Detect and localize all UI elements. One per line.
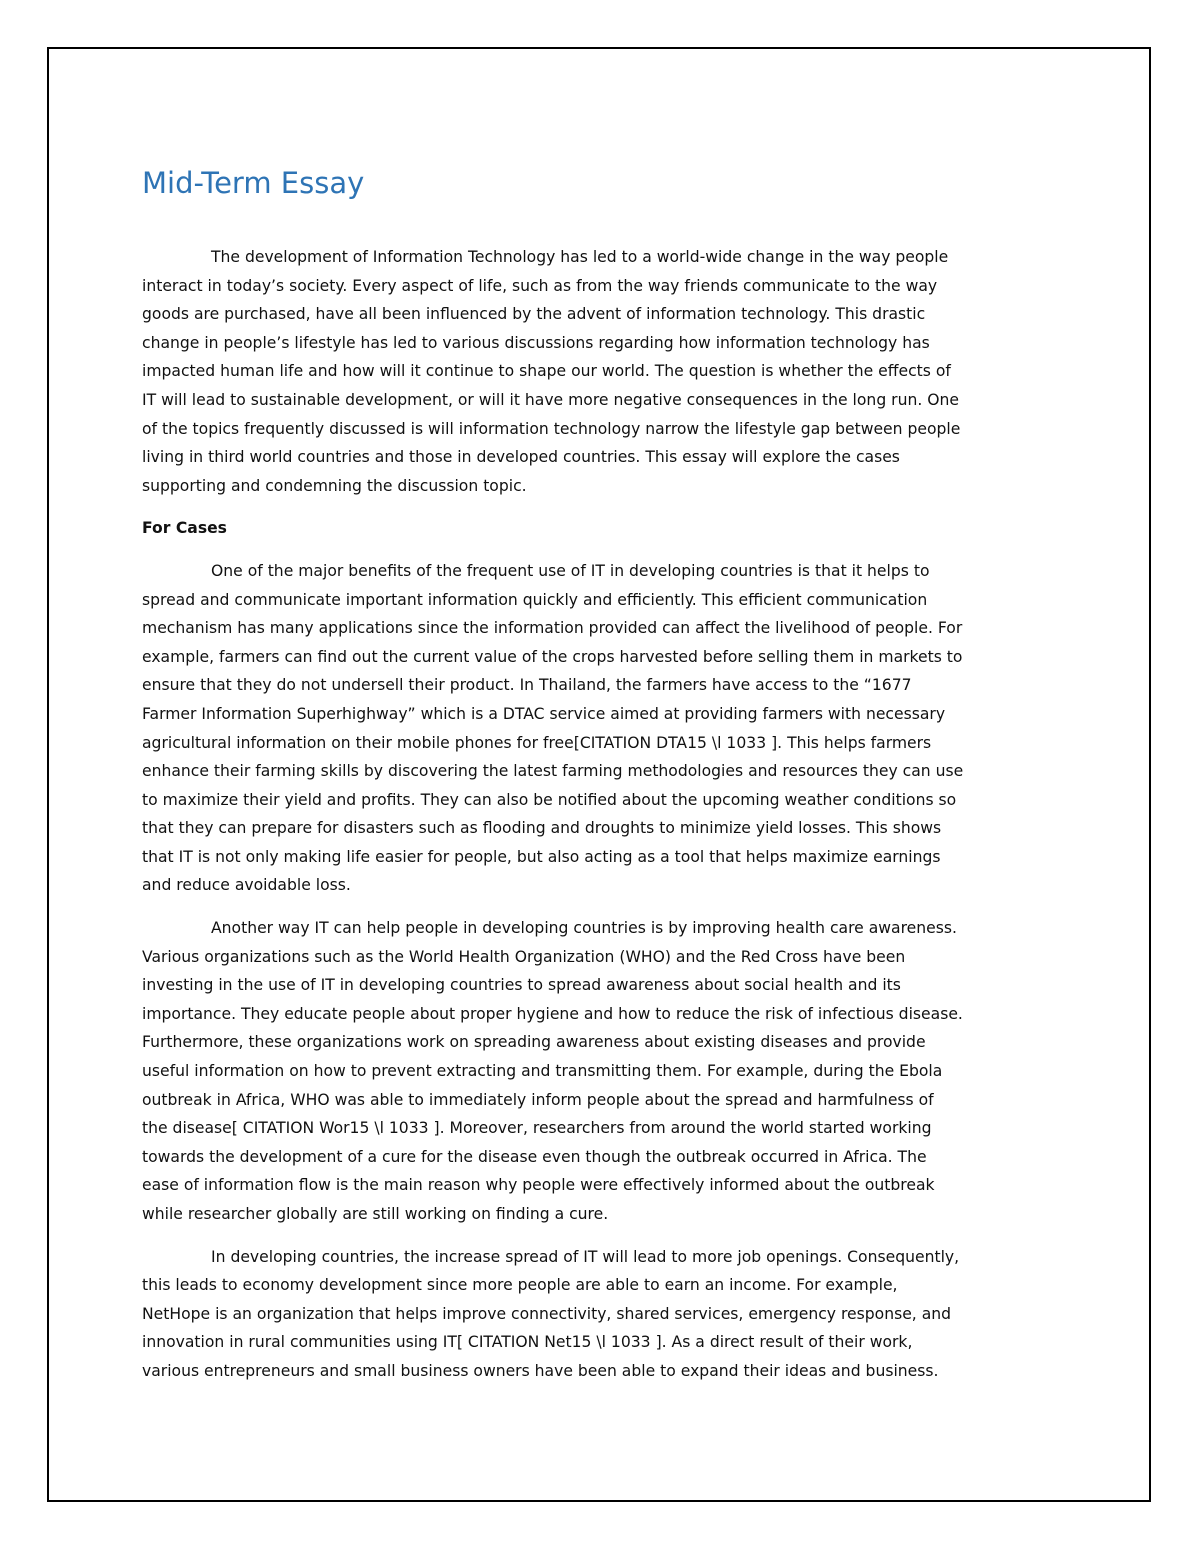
paragraph-line: change in people’s lifestyle has led to various discussions regarding how information technology has bbox=[142, 333, 930, 352]
paragraph-line: this leads to economy development since more people are able to earn an income. For example, bbox=[142, 1276, 898, 1295]
paragraph-line: living in third world countries and those in developed countries. This essay will explore the cases bbox=[142, 448, 900, 467]
paragraph-line: of the topics frequently discussed is will information technology narrow the lifestyle gap between people bbox=[142, 419, 961, 438]
paragraph-line: innovation in rural communities using IT[ CITATION Net15 \l 1033 ]. As a direct result of their work, bbox=[142, 1333, 913, 1352]
paragraph-line: ease of information flow is the main reason why people were effectively informed about the outbreak bbox=[142, 1176, 935, 1195]
paragraph-line: goods are purchased, have all been influenced by the advent of information technology. This drastic bbox=[142, 305, 926, 324]
paragraph-line: IT will lead to sustainable development, or will it have more negative consequences in the long run. One bbox=[142, 390, 960, 409]
document-body bbox=[142, 163, 1060, 1400]
paragraph bbox=[142, 1243, 1060, 1386]
paragraph-line: interact in today’s society. Every aspect of life, such as from the way friends communicate to the way bbox=[142, 276, 938, 295]
paragraph-line: Farmer Information Superhighway” which is a DTAC service aimed at providing farmers with necessary bbox=[142, 704, 946, 723]
paragraph-line: supporting and condemning the discussion topic. bbox=[142, 476, 527, 495]
paragraph bbox=[142, 243, 1060, 500]
paragraph-line: NetHope is an organization that helps improve connectivity, shared services, emergency response, and bbox=[142, 1304, 952, 1323]
paragraph-line: Various organizations such as the World Health Organization (WHO) and the Red Cross have been bbox=[142, 947, 906, 966]
paragraph-line: Another way IT can help people in developing countries is by improving health care awareness. bbox=[211, 919, 957, 938]
paragraph-line: towards the development of a cure for the disease even though the outbreak occurred in Africa. The bbox=[142, 1147, 927, 1166]
paragraph-line: In developing countries, the increase spread of IT will lead to more job openings. Consequently, bbox=[211, 1247, 960, 1266]
for-cases-section bbox=[142, 557, 1060, 1386]
paragraph-line: the disease[ CITATION Wor15 \l 1033 ]. Moreover, researchers from around the world started working bbox=[142, 1119, 932, 1138]
paragraph-line: impacted human life and how will it continue to shape our world. The question is whether the effects of bbox=[142, 362, 951, 381]
paragraph-line: useful information on how to prevent extracting and transmitting them. For example, during the Ebola bbox=[142, 1062, 943, 1081]
paragraph-line: agricultural information on their mobile phones for free[CITATION DTA15 \l 1033 ]. This helps farmers bbox=[142, 733, 932, 752]
paragraph-line: Furthermore, these organizations work on spreading awareness about existing diseases and provide bbox=[142, 1033, 926, 1052]
intro-section bbox=[142, 243, 1060, 500]
paragraph-line: while researcher globally are still working on finding a cure. bbox=[142, 1205, 609, 1223]
paragraph-line: The development of Information Technology has led to a world-wide change in the way people bbox=[211, 248, 949, 266]
paragraph-line: enhance their farming skills by discovering the latest farming methodologies and resources they can use bbox=[142, 762, 964, 781]
paragraph-line: ensure that they do not undersell their product. In Thailand, the farmers have access to the “1677 bbox=[142, 676, 912, 695]
paragraph-line: that they can prepare for disasters such as flooding and droughts to minimize yield losses. This shows bbox=[142, 819, 942, 838]
paragraph-line: to maximize their yield and profits. They can also be notified about the upcoming weather conditions so bbox=[142, 790, 957, 809]
paragraph-line: that IT is not only making life easier for people, but also acting as a tool that helps maximize earnings bbox=[142, 847, 941, 866]
paragraph-line: and reduce avoidable loss. bbox=[142, 876, 351, 895]
document-title: Mid-Term Essay bbox=[142, 166, 365, 200]
paragraph-line: spread and communicate important information quickly and efficiently. This efficient communication bbox=[142, 590, 928, 609]
paragraph-line: investing in the use of IT in developing countries to spread awareness about social health and its bbox=[142, 976, 901, 995]
paragraph-line: mechanism has many applications since the information provided can affect the livelihood of people. For bbox=[142, 619, 963, 638]
paragraph-line: example, farmers can find out the current value of the crops harvested before selling them in markets to bbox=[142, 647, 963, 666]
section-heading: For Cases bbox=[142, 519, 227, 538]
paragraph-line: importance. They educate people about proper hygiene and how to reduce the risk of infectious disease. bbox=[142, 1004, 963, 1023]
paragraph-line: various entrepreneurs and small business owners have been able to expand their ideas and business. bbox=[142, 1361, 939, 1380]
paragraph-line: outbreak in Africa, WHO was able to immediately inform people about the spread and harmfulness of bbox=[142, 1090, 934, 1109]
paragraph bbox=[142, 557, 1060, 900]
paragraph-line: One of the major benefits of the frequent use of IT in developing countries is that it helps to bbox=[211, 561, 930, 580]
paragraph bbox=[142, 914, 1060, 1229]
